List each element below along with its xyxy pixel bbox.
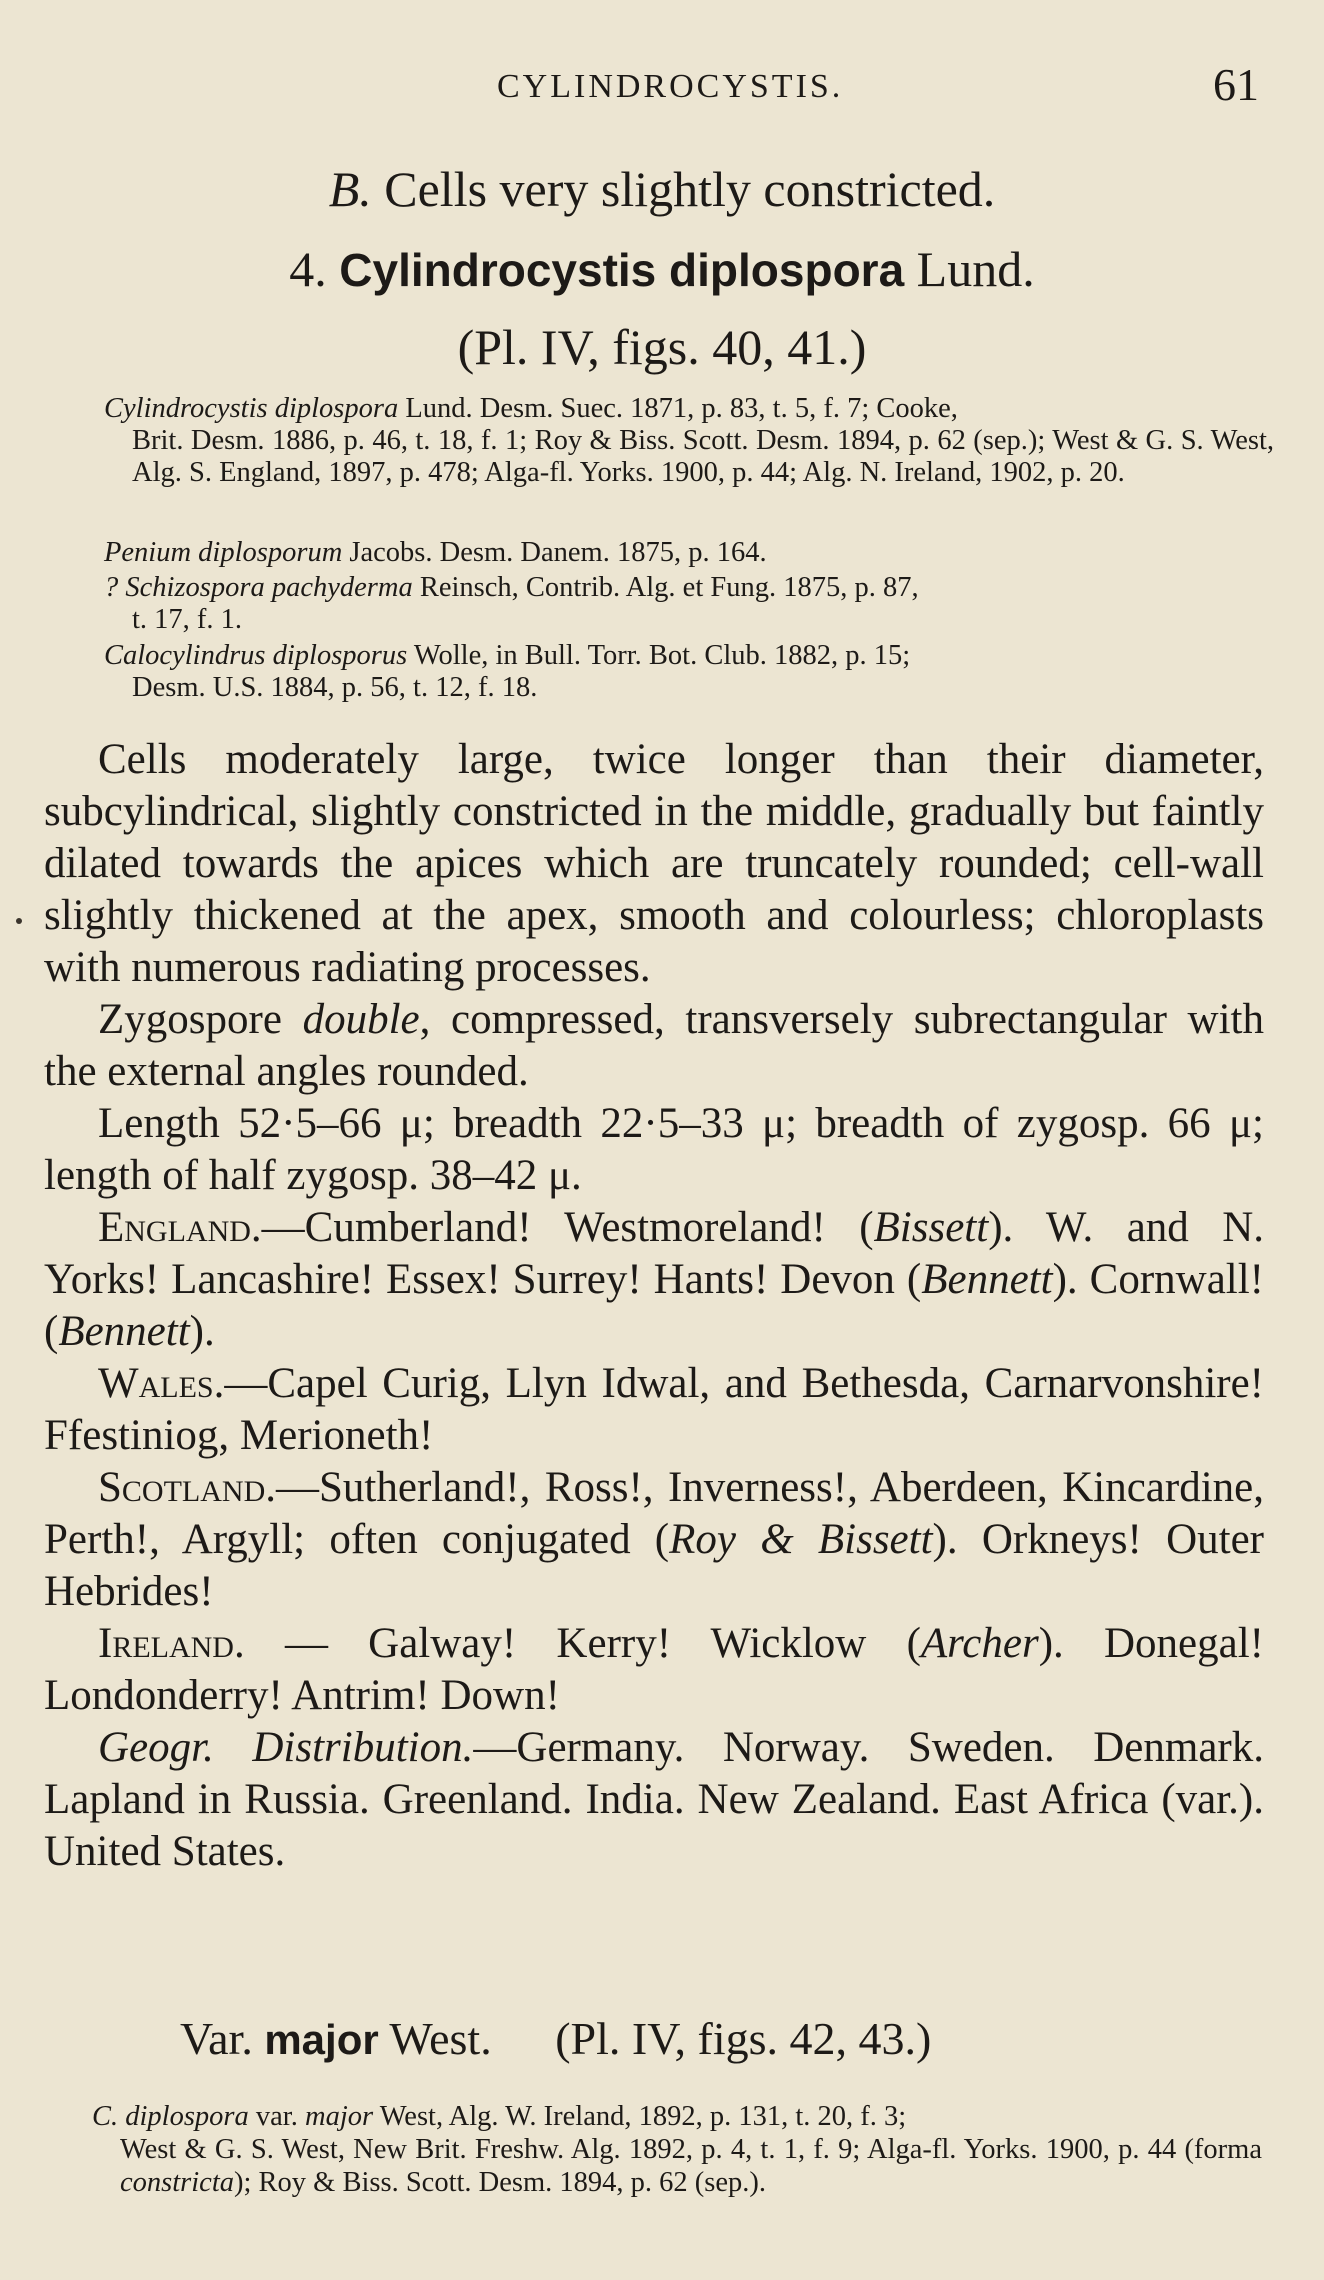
species-plate-ref: (Pl. IV, figs. 40, 41.) xyxy=(457,319,867,375)
region-label: Ireland. xyxy=(98,1620,245,1667)
synonym-citation: Reinsch, Contrib. Alg. et Fung. 1875, p. 87, xyxy=(419,572,919,603)
synonym-taxon: ? Schizospora pachyderma xyxy=(104,572,413,603)
distribution-wales: Wales.—Capel Curig, Llyn Idwal, and Bethesda, Carnarvonshire! Ffestiniog, Merioneth! xyxy=(44,1360,1264,1459)
synonym-citation-cont: Brit. Desm. 1886, p. 46, t. 18, f. 1; Roy & Biss. Scott. Desm. 1894, p. 62 (sep.); West & G. S. West, Alg. S. England, 1897, p. 478; Alga-fl. Yorks. 1900, p. 44; Alg. N. Ireland, 1902, p. 20. xyxy=(132,425,1274,488)
variety-synonym: C. diplospora var. major West, Alg. W. Ireland, 1892, p. 131, t. 20, f. 3; West & G. S. West, New Brit. Freshw. Alg. 1892, p. 4, t. 1, f. 9; Alga-fl. Yorks. 1900, p. 44 (forma constricta); Roy & Biss. Scott. Desm. 1894, p. 62 (sep.). xyxy=(92,2101,1262,2198)
synonym-citation: Lund. Desm. Suec. 1871, p. 83, t. 5, f. 7; Cooke, xyxy=(405,393,958,424)
synonym-citation: Wolle, in Bull. Torr. Bot. Club. 1882, p. 15; xyxy=(413,640,911,671)
synonym-taxon: Cylindrocystis diplospora xyxy=(104,393,399,424)
synonym-citation: Jacobs. Desm. Danem. 1875, p. 164. xyxy=(349,537,767,568)
dimensions-paragraph: Length 52·5–66 μ; breadth 22·5–33 μ; breadth of zygosp. 66 μ; length of half zygosp. 38–42 μ. xyxy=(44,1100,1264,1199)
section-text: Cells very slightly constricted. xyxy=(384,161,996,217)
species-heading xyxy=(0,240,1324,298)
synonym-entry xyxy=(104,640,1274,704)
synonym-taxon: Penium diplosporum xyxy=(104,537,343,568)
region-label: Geogr. Distribution. xyxy=(98,1724,474,1771)
variety-name: major xyxy=(264,2016,379,2063)
zygospore-emphasis: double xyxy=(302,996,420,1043)
variety-prefix: Var. xyxy=(180,2013,253,2064)
variety-plate-ref: (Pl. IV, figs. 42, 43.) xyxy=(555,2013,932,2064)
variety-heading xyxy=(180,2012,931,2065)
region-label: Wales. xyxy=(98,1360,225,1407)
species-number: 4. xyxy=(289,241,327,297)
synonym-entry xyxy=(104,572,1274,636)
collector-name: Bennett xyxy=(58,1308,190,1355)
species-author: Lund. xyxy=(916,241,1035,297)
distribution-england: England.—Cumberland! Westmoreland! (Bissett). W. and N. Yorks! Lancashire! Essex! Surrey! Hants! Devon (Bennett). Cornwall! (Bennett). xyxy=(44,1204,1264,1355)
collector-name: Bennett xyxy=(921,1256,1053,1303)
running-head xyxy=(0,58,1324,118)
page-number: 61 xyxy=(1213,59,1259,110)
zygospore-paragraph: Zygospore double, compressed, transversely subrectangular with the external angles rounded. xyxy=(44,996,1264,1095)
synonym-citation-cont: Desm. U.S. 1884, p. 56, t. 12, f. 18. xyxy=(132,672,538,703)
synonym-taxon: C. diplospora xyxy=(92,2101,249,2132)
section-letter: B. xyxy=(328,161,372,217)
species-description xyxy=(44,734,1264,1878)
running-title: CYLINDROCYSTIS. xyxy=(497,68,844,105)
synonym-entry xyxy=(104,537,1274,569)
synonym-citation-cont: West & G. S. West, New Brit. Freshw. Alg. 1892, p. 4, t. 1, f. 9; Alga-fl. Yorks. 1900, p. 44 (forma constricta); Roy & Biss. Scott. Desm. 1894, p. 62 (sep.). xyxy=(120,2134,1262,2198)
collector-name: Roy & Bissett xyxy=(669,1516,933,1563)
margin-mark xyxy=(16,918,22,924)
region-label: Scotland. xyxy=(98,1464,276,1511)
synonym-citation-cont: t. 17, f. 1. xyxy=(132,604,243,635)
synonym-citation: West, Alg. W. Ireland, 1892, p. 131, t. 20, f. 3; xyxy=(373,2101,907,2132)
synonym-taxon: Calocylindrus diplosporus xyxy=(104,640,408,671)
region-label: England. xyxy=(98,1204,262,1251)
synonym-entry xyxy=(104,393,1274,489)
distribution-scotland: Scotland.—Sutherland!, Ross!, Inverness!, Aberdeen, Kincardine, Perth!, Argyll; often conjugated (Roy & Bissett). Orkneys! Outer Hebrides! xyxy=(44,1464,1264,1615)
description-paragraph: Cells moderately large, twice longer than their diameter, subcylindrical, slightly constricted in the middle, gradually but faintly dilated towards the apices which are truncately rounded; cell-wall slightly thickened at the apex, smooth and colourless; chloroplasts with numerous radiating processes. xyxy=(44,736,1264,991)
collector-name: Archer xyxy=(920,1620,1039,1667)
section-heading xyxy=(0,160,1324,218)
variety-author: West. xyxy=(389,2013,492,2064)
collector-name: Bissett xyxy=(873,1204,989,1251)
distribution-geographic: Geogr. Distribution.—Germany. Norway. Sweden. Denmark. Lapland in Russia. Greenland. India. New Zealand. East Africa (var.). United States. xyxy=(44,1724,1264,1875)
species-name: Cylindrocystis diplospora xyxy=(339,244,905,296)
distribution-ireland: Ireland. — Galway! Kerry! Wicklow (Archer). Donegal! Londonderry! Antrim! Down! xyxy=(44,1620,1264,1719)
